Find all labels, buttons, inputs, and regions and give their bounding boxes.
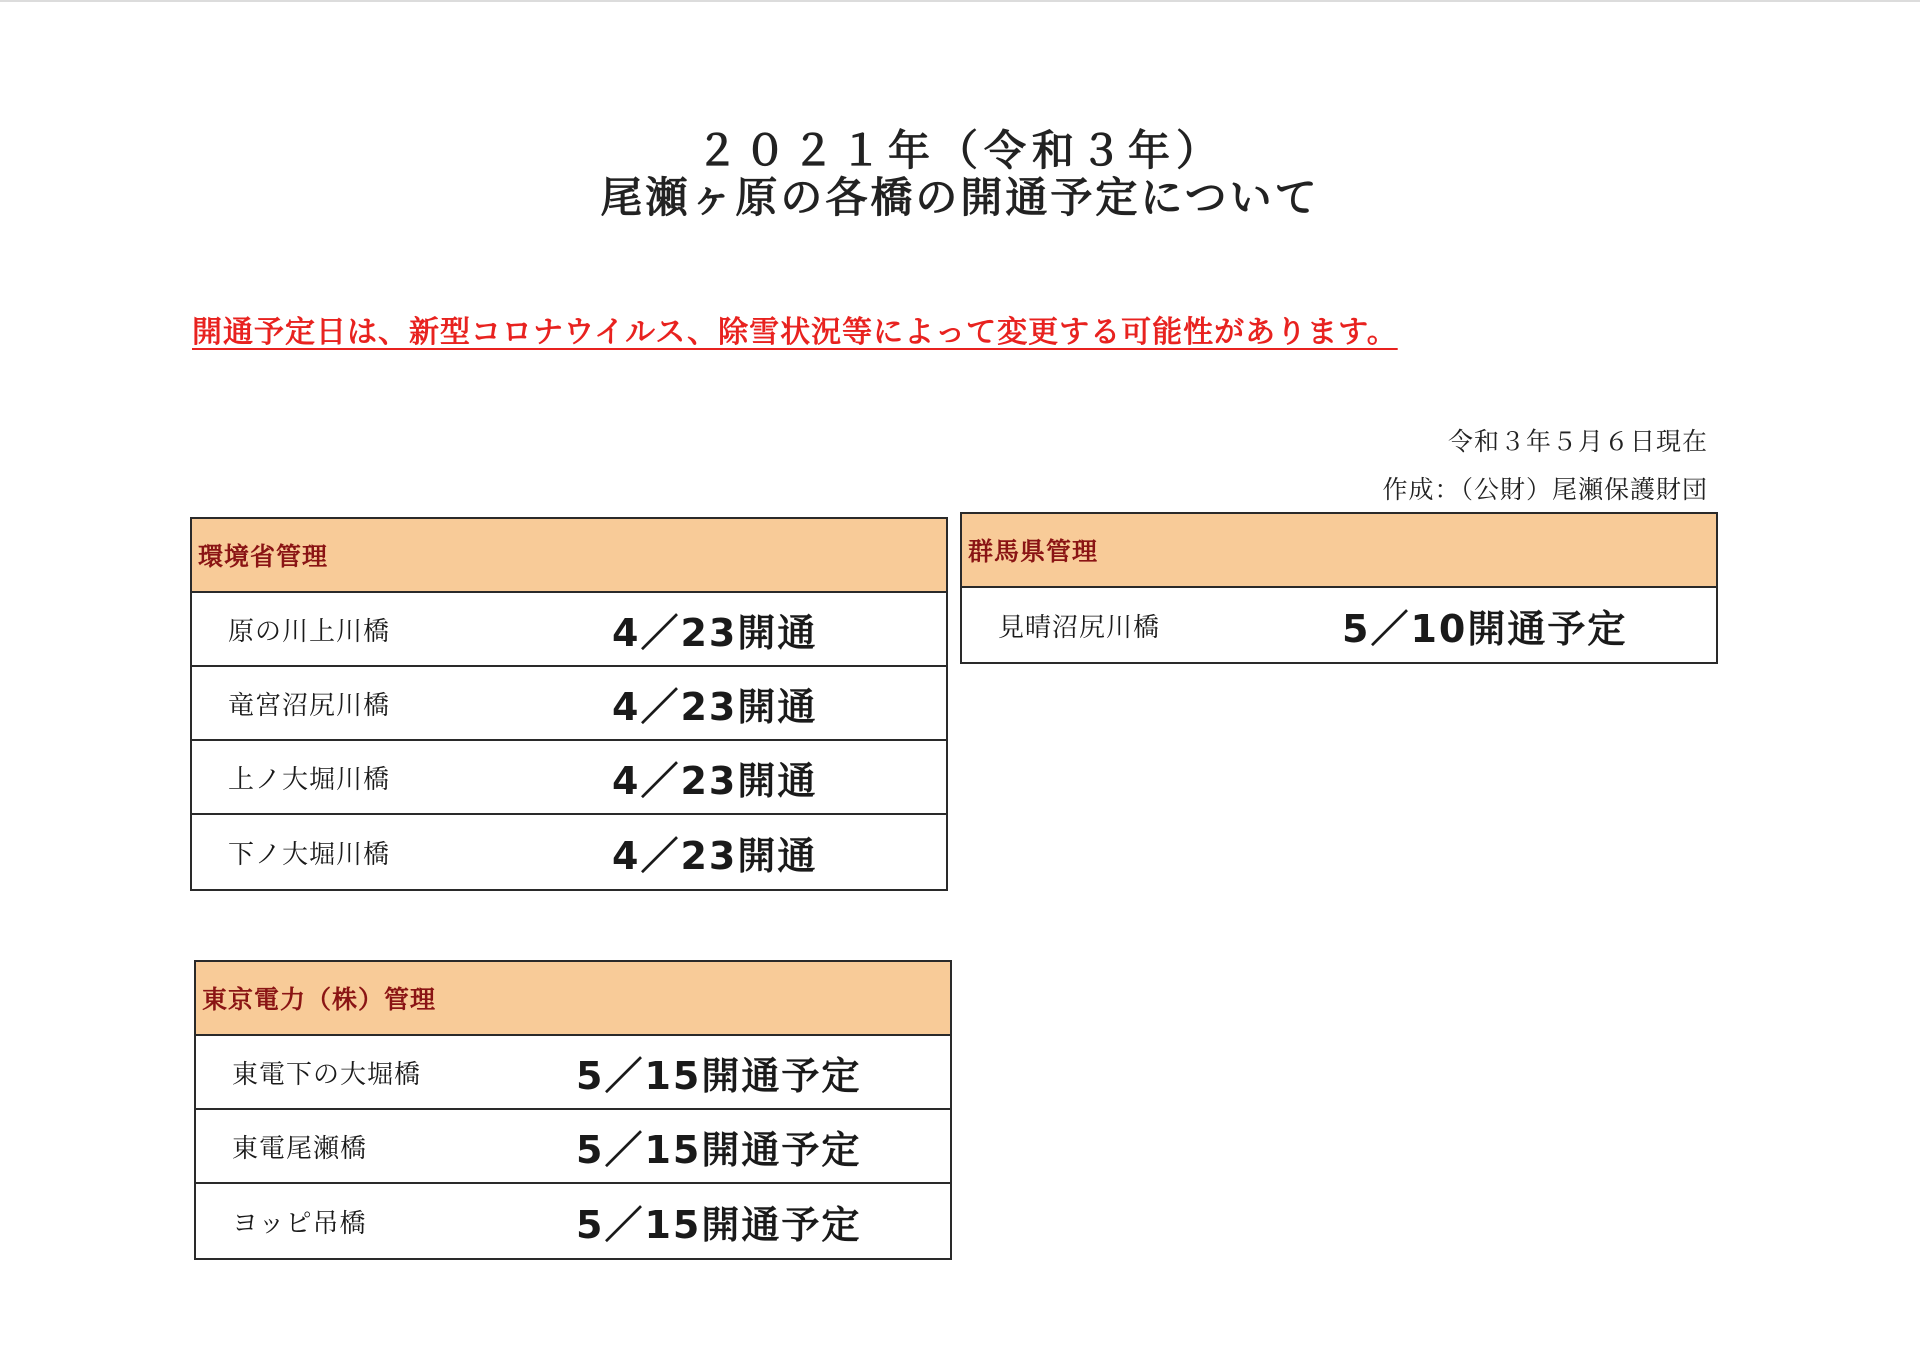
opening-status: 4／23開通 xyxy=(612,833,818,878)
bridge-name: 東電下の大堀橋 xyxy=(232,1059,422,1090)
panel-gunma-prefecture xyxy=(960,512,1718,664)
panel-env-ministry xyxy=(190,517,948,891)
opening-status: 4／23開通 xyxy=(612,610,818,655)
bridge-name: 原の川上川橋 xyxy=(228,616,391,647)
opening-status: 5／15開通予定 xyxy=(576,1053,862,1098)
as-of-date: 令和３年５月６日現在 xyxy=(1447,427,1708,456)
bridge-name: 東電尾瀬橋 xyxy=(232,1133,368,1164)
scan-top-edge xyxy=(0,0,1920,2)
author-line: 作成：（公財）尾瀬保護財団 xyxy=(1382,475,1708,504)
table-row xyxy=(192,741,946,815)
table-row xyxy=(196,1184,950,1258)
opening-status: 5／15開通予定 xyxy=(576,1202,862,1247)
panel-header: 群馬県管理 xyxy=(962,514,1716,588)
table-row xyxy=(962,588,1716,662)
opening-status: 5／10開通予定 xyxy=(1342,606,1628,651)
document-title: 尾瀬ヶ原の各橋の開通予定について xyxy=(600,173,1320,222)
bridge-name: ヨッピ吊橋 xyxy=(232,1208,367,1239)
panel-header: 環境省管理 xyxy=(192,519,946,593)
opening-status: 5／15開通予定 xyxy=(576,1127,862,1172)
change-notice: 開通予定日は、新型コロナウイルス、除雪状況等によって変更する可能性があります。 xyxy=(192,315,1398,350)
bridge-name: 下ノ大堀川橋 xyxy=(228,839,391,870)
panel-tepco xyxy=(194,960,952,1260)
bridge-name: 上ノ大堀川橋 xyxy=(228,764,391,795)
table-row xyxy=(196,1036,950,1110)
opening-status: 4／23開通 xyxy=(612,684,818,729)
table-row xyxy=(192,667,946,741)
panel-header: 東京電力（株）管理 xyxy=(196,962,950,1036)
table-row xyxy=(192,815,946,889)
bridge-name: 見晴沼尻川橋 xyxy=(998,612,1161,643)
document-title-year: ２０２１年（令和３年） xyxy=(695,126,1224,175)
table-row xyxy=(192,593,946,667)
bridge-name: 竜宮沼尻川橋 xyxy=(228,690,391,721)
opening-status: 4／23開通 xyxy=(612,758,818,803)
table-row xyxy=(196,1110,950,1184)
